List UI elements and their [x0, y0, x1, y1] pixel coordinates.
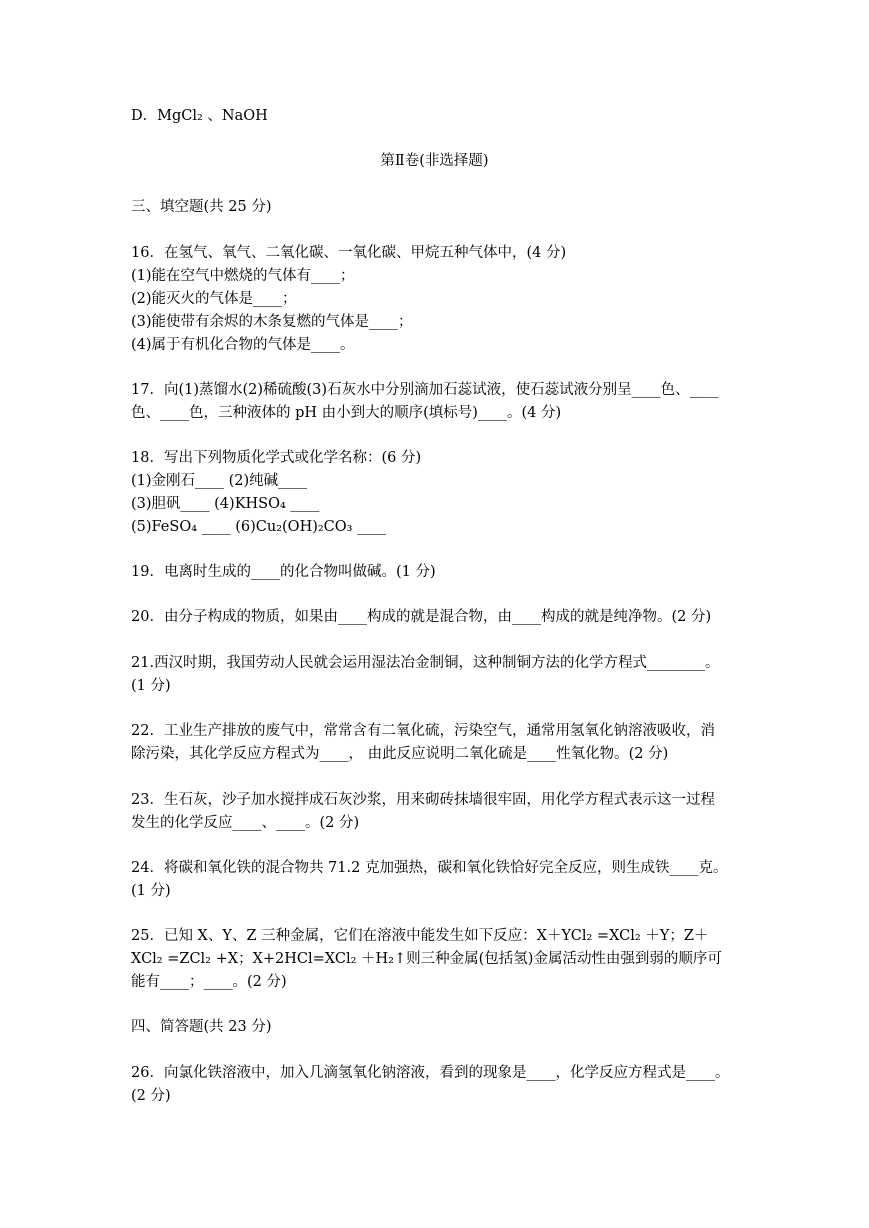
- q16-stem: 16．在氢气、氧气、二氧化碳、一氧化碳、甲烷五种气体中，(4 分): [131, 245, 567, 261]
- q17-line-1: 17．向(1)蒸馏水(2)稀硫酸(3)石灰水中分别滴加石蕊试液，使石蕊试液分别呈____色、____: [131, 382, 719, 398]
- q17-line-2: 色、____色，三种液体的 pH 由小到大的顺序(填标号)____。(4 分): [131, 405, 562, 421]
- q23-line-1: 23．生石灰，沙子加水搅拌成石灰沙浆，用来砌砖抹墙很牢固，用化学方程式表示这一过程: [131, 792, 715, 808]
- q21-line-2: (1 分): [131, 678, 171, 694]
- q24-line-2: (1 分): [131, 883, 171, 899]
- q20: 20．由分子构成的物质，如果由____构成的就是混合物，由____构成的就是纯净物。(2 分): [131, 609, 712, 625]
- q21-line-1: 21.西汉时期，我国劳动人民就会运用湿法冶金制铜，这种制铜方法的化学方程式________。: [131, 655, 720, 671]
- q18-row-3: (5)FeSO₄ ____ (6)Cu₂(OH)₂CO₃ ____: [131, 519, 387, 535]
- section-3-heading: 三、填空题(共 25 分): [131, 199, 272, 215]
- q19: 19．电离时生成的____的化合物叫做碱。(1 分): [131, 564, 436, 580]
- q18-stem: 18．写出下列物质化学式或化学名称：(6 分): [131, 450, 422, 466]
- q25-line-3: 能有____；____。(2 分): [131, 974, 287, 990]
- q26-line-2: (2 分): [131, 1088, 171, 1104]
- q22-line-1: 22．工业生产排放的废气中，常常含有二氧化硫，污染空气，通常用氢氧化钠溶液吸收，消: [131, 723, 715, 739]
- q25-line-1: 25．已知 X、Y、Z 三种金属，它们在溶液中能发生如下反应：X＋YCl₂ =XCl₂ ＋Y；Z＋: [131, 928, 709, 944]
- q22-line-2: 除污染，其化学反应方程式为____， 由此反应说明二氧化硫是____性氧化物。(2 分): [131, 746, 669, 762]
- q24-line-1: 24．将碳和氧化铁的混合物共 71.2 克加强热，碳和氧化铁恰好完全反应，则生成铁____克。: [131, 860, 728, 876]
- q25-line-2: XCl₂ =ZCl₂ +X；X+2HCl=XCl₂ ＋H₂↑则三种金属(包括氢)金属活动性由强到弱的顺序可: [131, 951, 722, 967]
- q18-row-1: (1)金刚石____ (2)纯碱____: [131, 473, 308, 489]
- q23-line-2: 发生的化学反应____、____。(2 分): [131, 815, 360, 831]
- q16-part-1: (1)能在空气中燃烧的气体有____；: [131, 268, 355, 284]
- q16-part-4: (4)属于有机化合物的气体是____。: [131, 337, 355, 353]
- q18-row-2: (3)胆矾____ (4)KHSO₄ ____: [131, 496, 320, 512]
- part2-title: 第Ⅱ卷(非选择题): [380, 153, 489, 169]
- option-d: D．MgCl₂ 、NaOH: [131, 108, 268, 124]
- q16-part-2: (2)能灭火的气体是____；: [131, 291, 297, 307]
- q16-part-3: (3)能使带有余烬的木条复燃的气体是____；: [131, 314, 413, 330]
- q26-line-1: 26．向氯化铁溶液中，加入几滴氢氧化钠溶液，看到的现象是____，化学反应方程式是____。: [131, 1065, 730, 1081]
- section-4-heading: 四、简答题(共 23 分): [131, 1019, 272, 1035]
